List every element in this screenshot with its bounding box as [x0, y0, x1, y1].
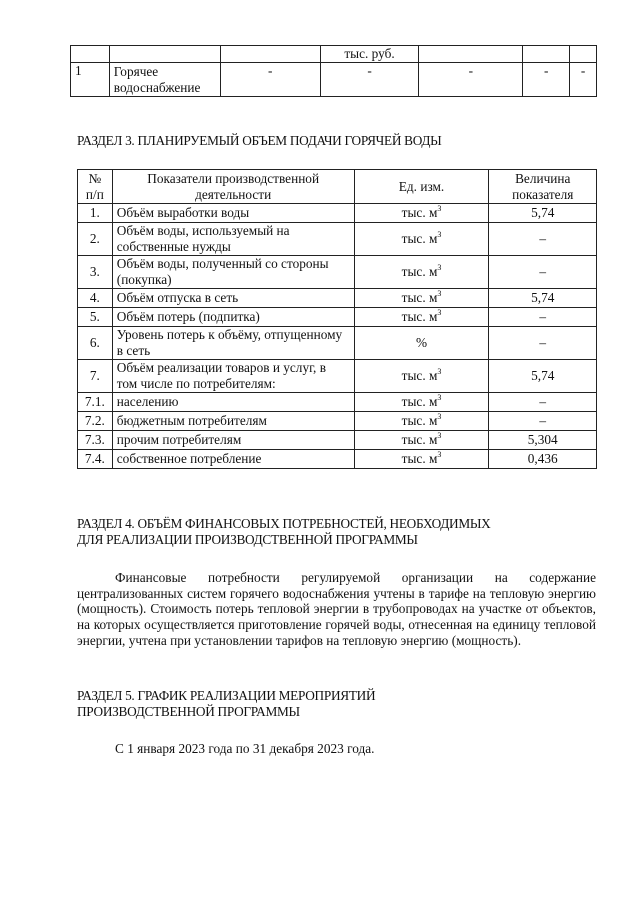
table-row: [78, 393, 597, 412]
table-row: [78, 308, 597, 327]
table-row: [71, 46, 597, 63]
row-indicator: прочим потребителям: [112, 431, 354, 450]
row-indicator: Объём выработки воды: [112, 204, 354, 223]
row-number: 5.: [78, 308, 113, 327]
row-unit: тыс. $м^3$: [354, 412, 489, 431]
row-indicator: населению: [112, 393, 354, 412]
row-indicator: Объём воды, используемый на собственные нужды: [112, 223, 354, 256]
row-value: 5,74: [489, 360, 597, 393]
row-value: 5,74: [489, 204, 597, 223]
table-row: [78, 412, 597, 431]
row-value: –: [489, 327, 597, 360]
row-indicator: бюджетным потребителям: [112, 412, 354, 431]
value-cell: -: [419, 63, 523, 97]
row-number: 1.: [78, 204, 113, 223]
row-indicator: Объём реализации товаров и услуг, в том числе по потребителям:: [112, 360, 354, 393]
value-cell: -: [570, 63, 597, 97]
header-indicator: Показатели производственной деятельности: [112, 170, 354, 204]
table-row: [78, 360, 597, 393]
value-cell: -: [523, 63, 570, 97]
row-number: 6.: [78, 327, 113, 360]
row-unit: тыс. $м^3$: [354, 393, 489, 412]
table-row: [78, 431, 597, 450]
row-number: 2.: [78, 223, 113, 256]
row-number: 3.: [78, 256, 113, 289]
row-indicator: собственное потребление: [112, 450, 354, 469]
section5-paragraph: С 1 января 2023 года по 31 декабря 2023 года.: [115, 741, 375, 756]
row-unit: %: [354, 327, 489, 360]
water-supply-volume-table: [77, 169, 597, 469]
row-number: 7.4.: [78, 450, 113, 469]
row-value: –: [489, 308, 597, 327]
table-row: [78, 327, 597, 360]
section5-title: РАЗДЕЛ 5. ГРАФИК РЕАЛИЗАЦИИ МЕРОПРИЯТИЙ ПРОИЗВОДСТВЕННОЙ ПРОГРАММЫ: [77, 688, 376, 719]
row-number: 4.: [78, 289, 113, 308]
row-value: –: [489, 223, 597, 256]
value-cell: -: [320, 63, 418, 97]
row-unit: тыс. $м^3$: [354, 289, 489, 308]
table-row: [78, 289, 597, 308]
row-indicator: Объём потерь (подпитка): [112, 308, 354, 327]
row-unit: тыс. $м^3$: [354, 204, 489, 223]
row-value: 5,304: [489, 431, 597, 450]
row-value: –: [489, 412, 597, 431]
table-row: [71, 63, 597, 97]
header-number: № п/п: [78, 170, 113, 204]
table-row: [78, 256, 597, 289]
unit-cell: тыс. руб.: [320, 46, 418, 63]
row-value: –: [489, 393, 597, 412]
section4-paragraph: Финансовые потребности регулируемой организации на содержание централизованных систем горячего водоснабжения учтены в тарифе на тепловую энергию (мощность). Стоимость потерь тепловой энергии в трубопроводах на участке от объектов, на которых осуществляется приготовление горячей воды, отнесенная на единицу тепловой энергии, учтена при установлении тарифов на тепловую энергию (мощность).: [77, 570, 596, 648]
section3-title: РАЗДЕЛ 3. ПЛАНИРУЕМЫЙ ОБЪЕМ ПОДАЧИ ГОРЯЧЕЙ ВОДЫ: [77, 133, 442, 148]
row-indicator: Уровень потерь к объёму, отпущенному в сеть: [112, 327, 354, 360]
header-value: Величина показателя: [489, 170, 597, 204]
row-unit: тыс. $м^3$: [354, 223, 489, 256]
row-number: 1: [71, 63, 110, 97]
row-number: 7.: [78, 360, 113, 393]
row-unit: тыс. $м^3$: [354, 450, 489, 469]
table-header-row: [78, 170, 597, 204]
section4-title: РАЗДЕЛ 4. ОБЪЁМ ФИНАНСОВЫХ ПОТРЕБНОСТЕЙ, НЕОБХОДИМЫХ ДЛЯ РЕАЛИЗАЦИИ ПРОИЗВОДСТВЕННОЙ ПРОГРАММЫ: [77, 516, 491, 547]
row-unit: тыс. $м^3$: [354, 256, 489, 289]
row-value: 0,436: [489, 450, 597, 469]
header-unit: Ед. изм.: [354, 170, 489, 204]
row-value: –: [489, 256, 597, 289]
row-value: 5,74: [489, 289, 597, 308]
row-unit: тыс. $м^3$: [354, 308, 489, 327]
row-number: 7.2.: [78, 412, 113, 431]
row-unit: тыс. $м^3$: [354, 431, 489, 450]
row-number: 7.1.: [78, 393, 113, 412]
row-name: Горячее водоснабжение: [109, 63, 220, 97]
row-indicator: Объём воды, полученный со стороны (покупка): [112, 256, 354, 289]
row-number: 7.3.: [78, 431, 113, 450]
table-row: [78, 223, 597, 256]
row-unit: тыс. $м^3$: [354, 360, 489, 393]
row-indicator: Объём отпуска в сеть: [112, 289, 354, 308]
value-cell: -: [220, 63, 320, 97]
table-row: [78, 450, 597, 469]
table-row: [78, 204, 597, 223]
financial-table-fragment: [70, 45, 597, 97]
